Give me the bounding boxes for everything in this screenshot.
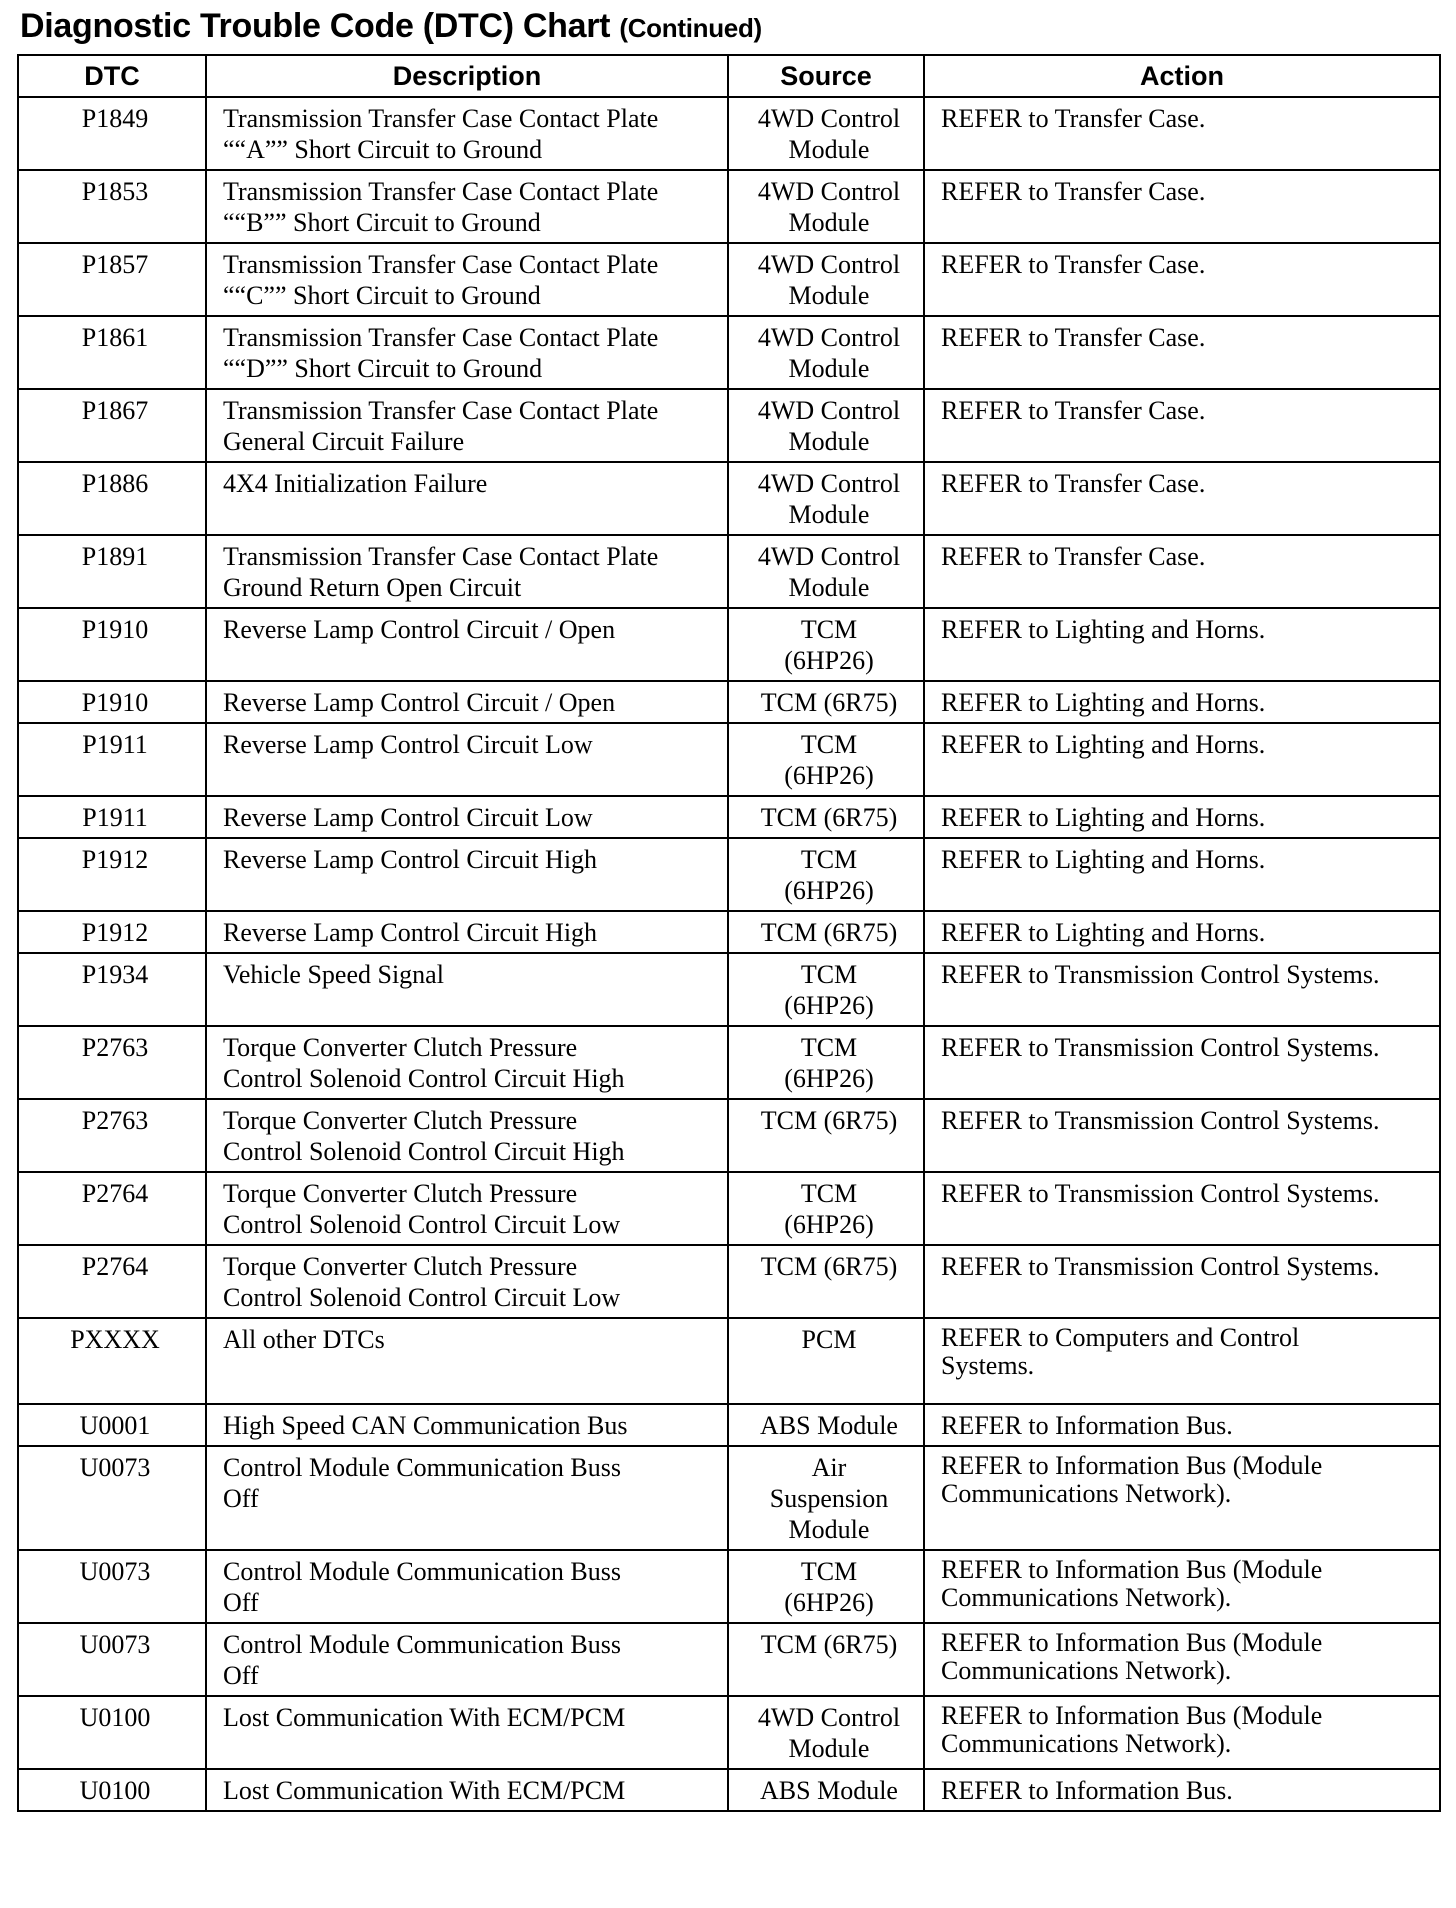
dtc-code-cell: P1857	[18, 243, 206, 316]
description-cell	[206, 1769, 728, 1811]
source-cell-line: (6HP26)	[784, 761, 874, 790]
source-cell	[728, 911, 924, 953]
description-cell-line: ““C”” Short Circuit to Ground	[223, 281, 541, 310]
source-cell	[728, 1769, 924, 1811]
dtc-code-cell: P2763	[18, 1026, 206, 1099]
dtc-code-cell: P2764	[18, 1245, 206, 1318]
action-cell	[924, 608, 1440, 681]
description-cell	[206, 796, 728, 838]
description-cell-line: Ground Return Open Circuit	[223, 573, 522, 602]
source-cell-line: TCM	[800, 730, 858, 759]
action-cell	[924, 535, 1440, 608]
dtc-code-cell: P1891	[18, 535, 206, 608]
source-cell-line: TCM	[800, 1033, 858, 1062]
description-cell-line: Torque Converter Clutch Pressure	[223, 1252, 578, 1281]
action-cell-line: REFER to Information Bus.	[941, 1776, 1233, 1805]
action-cell	[924, 1769, 1440, 1811]
action-cell	[924, 723, 1440, 796]
dtc-code-cell: P1910	[18, 608, 206, 681]
action-cell-line: REFER to Information Bus (Module	[941, 1701, 1323, 1730]
description-cell-line: Control Module Communication Buss	[223, 1630, 621, 1659]
page-title-suffix: (Continued)	[619, 13, 762, 43]
source-cell-line: ABS Module	[760, 1776, 898, 1805]
source-cell-line: (6HP26)	[784, 876, 874, 905]
source-cell	[728, 1623, 924, 1696]
action-cell-line: REFER to Transfer Case.	[941, 469, 1206, 498]
description-cell	[206, 1623, 728, 1696]
table-row	[18, 535, 1440, 608]
action-cell-line: REFER to Transfer Case.	[941, 542, 1206, 571]
table-row	[18, 1404, 1440, 1446]
source-cell	[728, 796, 924, 838]
action-cell-line: REFER to Lighting and Horns.	[941, 918, 1266, 947]
source-cell-line: (6HP26)	[784, 1210, 874, 1239]
dtc-code-cell: U0073	[18, 1623, 206, 1696]
description-cell-line: Reverse Lamp Control Circuit / Open	[223, 688, 616, 717]
source-cell-line: 4WD Control	[757, 1703, 901, 1732]
source-cell	[728, 1550, 924, 1623]
table-row	[18, 838, 1440, 911]
description-cell-line: Transmission Transfer Case Contact Plate	[223, 250, 659, 279]
action-cell-line: REFER to Transfer Case.	[941, 104, 1206, 133]
source-cell-line: TCM (6R75)	[760, 1630, 898, 1659]
action-cell	[924, 1026, 1440, 1099]
description-cell-line: ““A”” Short Circuit to Ground	[223, 135, 543, 164]
description-cell	[206, 1026, 728, 1099]
action-cell-line: Communications Network).	[941, 1583, 1232, 1612]
description-cell	[206, 389, 728, 462]
action-cell	[924, 243, 1440, 316]
table-row	[18, 681, 1440, 723]
action-cell	[924, 170, 1440, 243]
description-cell-line: Reverse Lamp Control Circuit High	[223, 918, 598, 947]
description-cell-line: High Speed CAN Communication Bus	[223, 1411, 628, 1440]
action-cell-line: REFER to Lighting and Horns.	[941, 688, 1266, 717]
description-cell	[206, 911, 728, 953]
dtc-code-cell: U0073	[18, 1446, 206, 1550]
description-cell-line: Reverse Lamp Control Circuit High	[223, 845, 598, 874]
action-cell-line: REFER to Transfer Case.	[941, 250, 1206, 279]
action-cell	[924, 1404, 1440, 1446]
source-cell-line: (6HP26)	[784, 646, 874, 675]
source-cell	[728, 838, 924, 911]
description-cell	[206, 1696, 728, 1769]
table-row	[18, 1245, 1440, 1318]
source-cell	[728, 1446, 924, 1550]
action-cell	[924, 911, 1440, 953]
table-row	[18, 796, 1440, 838]
description-cell	[206, 316, 728, 389]
description-cell-line: Transmission Transfer Case Contact Plate	[223, 542, 659, 571]
table-row	[18, 170, 1440, 243]
action-cell	[924, 1245, 1440, 1318]
action-cell	[924, 97, 1440, 170]
table-row	[18, 608, 1440, 681]
table-row	[18, 911, 1440, 953]
action-cell-line: REFER to Transfer Case.	[941, 177, 1206, 206]
action-cell-line: REFER to Computers and Control	[941, 1323, 1300, 1352]
action-cell	[924, 1318, 1440, 1404]
dtc-code-cell: P1886	[18, 462, 206, 535]
description-cell	[206, 608, 728, 681]
source-cell	[728, 1696, 924, 1769]
description-cell-line: Control Solenoid Control Circuit High	[223, 1064, 625, 1093]
description-cell-line: Reverse Lamp Control Circuit / Open	[223, 615, 616, 644]
action-cell-line: REFER to Transmission Control Systems.	[941, 960, 1380, 989]
action-cell	[924, 1696, 1440, 1769]
source-cell	[728, 953, 924, 1026]
dtc-code-cell: U0001	[18, 1404, 206, 1446]
table-row	[18, 1172, 1440, 1245]
page-title	[20, 4, 762, 50]
description-cell	[206, 838, 728, 911]
source-cell-line: TCM (6R75)	[760, 1106, 898, 1135]
source-cell-line: TCM	[800, 960, 858, 989]
action-cell-line: REFER to Information Bus.	[941, 1411, 1233, 1440]
description-cell-line: General Circuit Failure	[223, 427, 465, 456]
table-row	[18, 1696, 1440, 1769]
action-cell	[924, 796, 1440, 838]
dtc-code-cell: P1910	[18, 681, 206, 723]
source-cell-line: 4WD Control	[757, 104, 901, 133]
description-cell-line: Torque Converter Clutch Pressure	[223, 1033, 578, 1062]
table-row	[18, 1318, 1440, 1404]
description-cell-line: Control Solenoid Control Circuit High	[223, 1137, 625, 1166]
action-cell-line: REFER to Information Bus (Module	[941, 1555, 1323, 1584]
column-header-dtc: DTC	[18, 55, 206, 97]
table-row	[18, 97, 1440, 170]
source-cell-line: Module	[788, 573, 870, 602]
dtc-code-cell: P1934	[18, 953, 206, 1026]
description-cell	[206, 97, 728, 170]
source-cell	[728, 681, 924, 723]
action-cell	[924, 1623, 1440, 1696]
action-cell	[924, 389, 1440, 462]
source-cell	[728, 608, 924, 681]
action-cell-line: Systems.	[941, 1351, 1035, 1380]
dtc-table	[17, 54, 1441, 1812]
description-cell	[206, 1099, 728, 1172]
description-cell-line: Control Module Communication Buss	[223, 1453, 621, 1482]
description-cell-line: Transmission Transfer Case Contact Plate	[223, 396, 659, 425]
description-cell	[206, 243, 728, 316]
description-cell-line: Control Module Communication Buss	[223, 1557, 621, 1586]
source-cell	[728, 243, 924, 316]
source-cell-line: Module	[788, 281, 870, 310]
source-cell-line: Module	[788, 1515, 870, 1544]
column-header-action: Action	[924, 55, 1440, 97]
source-cell	[728, 1318, 924, 1404]
description-cell-line: Control Solenoid Control Circuit Low	[223, 1210, 621, 1239]
source-cell-line: TCM (6R75)	[760, 803, 898, 832]
description-cell	[206, 953, 728, 1026]
description-cell-line: Torque Converter Clutch Pressure	[223, 1179, 578, 1208]
source-cell	[728, 170, 924, 243]
description-cell-line: Off	[223, 1588, 259, 1617]
description-cell	[206, 170, 728, 243]
description-cell-line: Reverse Lamp Control Circuit Low	[223, 803, 593, 832]
source-cell-line: TCM	[800, 615, 858, 644]
description-cell-line: Control Solenoid Control Circuit Low	[223, 1283, 621, 1312]
description-cell	[206, 1550, 728, 1623]
action-cell-line: REFER to Information Bus (Module	[941, 1628, 1323, 1657]
source-cell-line: Suspension	[769, 1484, 889, 1513]
source-cell	[728, 389, 924, 462]
action-cell-line: REFER to Lighting and Horns.	[941, 730, 1266, 759]
description-cell-line: Off	[223, 1484, 259, 1513]
source-cell	[728, 1099, 924, 1172]
source-cell	[728, 462, 924, 535]
table-row	[18, 462, 1440, 535]
source-cell-line: 4WD Control	[757, 396, 901, 425]
dtc-code-cell: P1849	[18, 97, 206, 170]
action-cell	[924, 681, 1440, 723]
dtc-code-cell: P1867	[18, 389, 206, 462]
action-cell	[924, 316, 1440, 389]
dtc-code-cell: P1911	[18, 796, 206, 838]
description-cell	[206, 1446, 728, 1550]
description-cell-line: ““D”” Short Circuit to Ground	[223, 354, 543, 383]
action-cell	[924, 838, 1440, 911]
source-cell-line: TCM (6R75)	[760, 1252, 898, 1281]
table-row	[18, 723, 1440, 796]
source-cell-line: Module	[788, 354, 870, 383]
column-header-description: Description	[206, 55, 728, 97]
table-body	[18, 97, 1440, 1811]
action-cell-line: REFER to Transmission Control Systems.	[941, 1106, 1380, 1135]
table-row	[18, 1099, 1440, 1172]
source-cell-line: Module	[788, 208, 870, 237]
description-cell-line: Transmission Transfer Case Contact Plate	[223, 323, 659, 352]
table-row	[18, 243, 1440, 316]
description-cell	[206, 462, 728, 535]
source-cell-line: (6HP26)	[784, 1588, 874, 1617]
table-row	[18, 1550, 1440, 1623]
dtc-code-cell: P1853	[18, 170, 206, 243]
description-cell-line: 4X4 Initialization Failure	[223, 469, 488, 498]
description-cell	[206, 681, 728, 723]
table-row	[18, 316, 1440, 389]
source-cell-line: Module	[788, 135, 870, 164]
action-cell-line: Communications Network).	[941, 1479, 1232, 1508]
source-cell-line: 4WD Control	[757, 542, 901, 571]
dtc-code-cell: U0100	[18, 1696, 206, 1769]
action-cell-line: REFER to Information Bus (Module	[941, 1451, 1323, 1480]
source-cell-line: Air	[811, 1453, 847, 1482]
source-cell-line: (6HP26)	[784, 1064, 874, 1093]
table-row	[18, 1769, 1440, 1811]
source-cell-line: 4WD Control	[757, 323, 901, 352]
table-header-row	[18, 55, 1440, 97]
dtc-code-cell: P1912	[18, 911, 206, 953]
action-cell-line: REFER to Lighting and Horns.	[941, 845, 1266, 874]
description-cell	[206, 1172, 728, 1245]
source-cell	[728, 1404, 924, 1446]
action-cell-line: REFER to Transmission Control Systems.	[941, 1252, 1380, 1281]
description-cell-line: Vehicle Speed Signal	[223, 960, 444, 989]
dtc-code-cell: P1861	[18, 316, 206, 389]
action-cell-line: REFER to Transfer Case.	[941, 323, 1206, 352]
dtc-code-cell: P2764	[18, 1172, 206, 1245]
source-cell-line: 4WD Control	[757, 250, 901, 279]
description-cell	[206, 723, 728, 796]
description-cell-line: Reverse Lamp Control Circuit Low	[223, 730, 593, 759]
source-cell-line: TCM (6R75)	[760, 688, 898, 717]
description-cell	[206, 535, 728, 608]
description-cell-line: Transmission Transfer Case Contact Plate	[223, 104, 659, 133]
source-cell-line: Module	[788, 427, 870, 456]
action-cell	[924, 462, 1440, 535]
description-cell	[206, 1318, 728, 1404]
action-cell	[924, 1172, 1440, 1245]
table-row	[18, 389, 1440, 462]
source-cell	[728, 1026, 924, 1099]
action-cell-line: REFER to Transmission Control Systems.	[941, 1179, 1380, 1208]
table-row	[18, 953, 1440, 1026]
source-cell-line: ABS Module	[760, 1411, 898, 1440]
source-cell-line: (6HP26)	[784, 991, 874, 1020]
source-cell	[728, 535, 924, 608]
action-cell-line: Communications Network).	[941, 1729, 1232, 1758]
description-cell-line: Torque Converter Clutch Pressure	[223, 1106, 578, 1135]
source-cell-line: TCM	[800, 1179, 858, 1208]
dtc-code-cell: P1912	[18, 838, 206, 911]
description-cell-line: Lost Communication With ECM/PCM	[223, 1776, 626, 1805]
source-cell	[728, 1172, 924, 1245]
dtc-code-cell: P1911	[18, 723, 206, 796]
dtc-code-cell: U0100	[18, 1769, 206, 1811]
action-cell-line: REFER to Transfer Case.	[941, 396, 1206, 425]
source-cell-line: PCM	[801, 1325, 857, 1354]
action-cell-line: Communications Network).	[941, 1656, 1232, 1685]
dtc-code-cell: U0073	[18, 1550, 206, 1623]
source-cell	[728, 316, 924, 389]
description-cell-line: Off	[223, 1661, 259, 1690]
description-cell-line: Transmission Transfer Case Contact Plate	[223, 177, 659, 206]
column-header-source: Source	[728, 55, 924, 97]
action-cell-line: REFER to Lighting and Horns.	[941, 615, 1266, 644]
action-cell	[924, 1099, 1440, 1172]
action-cell	[924, 953, 1440, 1026]
source-cell	[728, 723, 924, 796]
source-cell-line: TCM	[800, 1557, 858, 1586]
page-title-main: Diagnostic Trouble Code (DTC) Chart	[20, 7, 611, 45]
description-cell	[206, 1245, 728, 1318]
dtc-code-cell: P2763	[18, 1099, 206, 1172]
action-cell-line: REFER to Lighting and Horns.	[941, 803, 1266, 832]
source-cell-line: Module	[788, 1734, 870, 1763]
table-row	[18, 1026, 1440, 1099]
source-cell-line: Module	[788, 500, 870, 529]
source-cell	[728, 97, 924, 170]
dtc-code-cell: PXXXX	[18, 1318, 206, 1404]
description-cell	[206, 1404, 728, 1446]
table-row	[18, 1446, 1440, 1550]
source-cell	[728, 1245, 924, 1318]
action-cell	[924, 1446, 1440, 1550]
description-cell-line: ““B”” Short Circuit to Ground	[223, 208, 541, 237]
source-cell-line: TCM (6R75)	[760, 918, 898, 947]
description-cell-line: Lost Communication With ECM/PCM	[223, 1703, 626, 1732]
description-cell-line: All other DTCs	[223, 1325, 385, 1354]
source-cell-line: 4WD Control	[757, 177, 901, 206]
table-row	[18, 1623, 1440, 1696]
action-cell	[924, 1550, 1440, 1623]
action-cell-line: REFER to Transmission Control Systems.	[941, 1033, 1380, 1062]
source-cell-line: 4WD Control	[757, 469, 901, 498]
source-cell-line: TCM	[800, 845, 858, 874]
